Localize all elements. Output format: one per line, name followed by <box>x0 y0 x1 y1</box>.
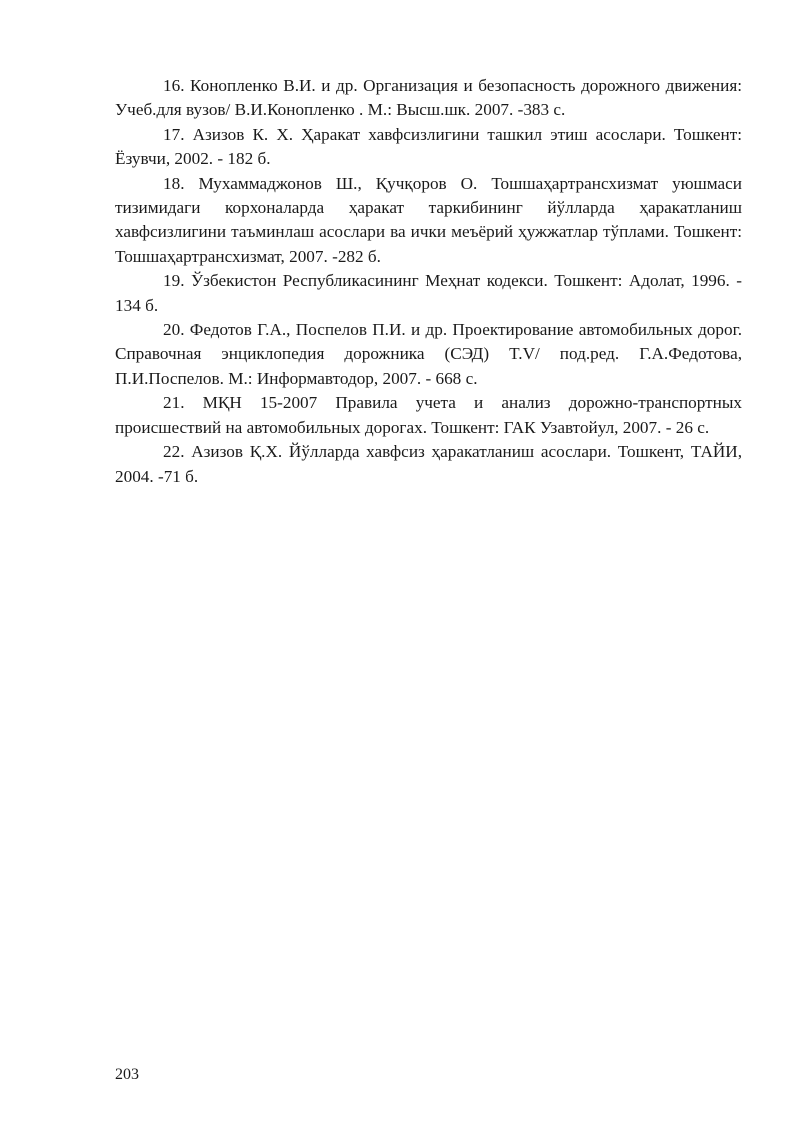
reference-item-20: 20. Федотов Г.А., Поспелов П.И. и др. Проектирование автомобильных дорог. Справочная энциклопедия дорожника (СЭД) T.V/ под.ред. Г.А.Федотова, П.И.Поспелов. М.: Информавтодор, 2007. - 668 с. <box>115 320 742 388</box>
reference-item-16: 16. Конопленко В.И. и др. Организация и безопасность дорожного движения: Учеб.для вузов/ В.И.Конопленко . М.: Высш.шк. 2007. -383 с. <box>115 76 742 120</box>
reference-list <box>115 74 742 489</box>
reference-item-21: 21. МҚН 15-2007 Правила учета и анализ дорожно-транспортных происшествий на автомобильных дорогах. Тошкент: ГАК Узавтойул, 2007. - 26 с. <box>115 393 742 437</box>
reference-item-22: 22. Азизов Қ.Х. Йўлларда хавфсиз ҳаракатланиш асослари. Тошкент, ТАЙИ, 2004. -71 б. <box>115 442 742 486</box>
reference-item-17: 17. Азизов К. Х. Ҳаракат хавфсизлигини ташкил этиш асослари. Тошкент: Ёзувчи, 2002. - 182 б. <box>115 124 742 169</box>
page-number: 203 <box>115 1066 139 1083</box>
reference-item-18: 18. Мухаммаджонов Ш., Қучқоров О. Тошшаҳартрансхизмат уюшмаси тизимидаги корхоналарда ҳаракат таркибининг йўлларда ҳаракатланиш хавфсизлигини таъминлаш асослари ва ички меъёрий ҳужжатлар тўплами. Тошкент: Тошшаҳартрансхизмат, 2007. -282 б. <box>115 173 742 266</box>
reference-item-19: 19. Ўзбекистон Республикасининг Меҳнат кодекси. Тошкент: Адолат, 1996. - 134 б. <box>115 271 742 315</box>
